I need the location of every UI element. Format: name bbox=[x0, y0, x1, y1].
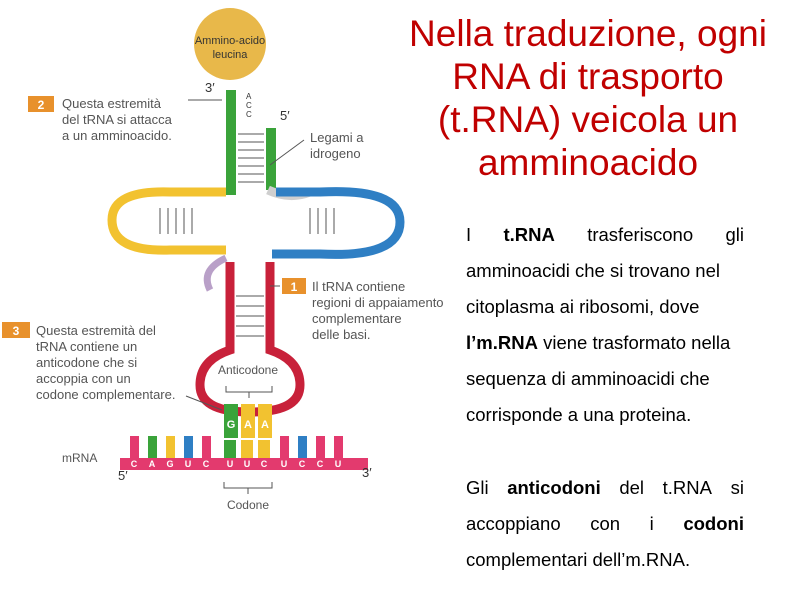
mrna-letter-3: G bbox=[166, 459, 174, 469]
p2-word-9: codoni bbox=[683, 513, 744, 534]
t-arm-stem bbox=[300, 205, 348, 237]
step3-line-5: codone complementare. bbox=[36, 387, 176, 402]
mrna-base-sticks bbox=[130, 436, 343, 458]
hbond-label-1: Legami a bbox=[310, 130, 364, 145]
mrna-letter-8: C bbox=[260, 459, 268, 469]
anticodon-letter-3: A bbox=[261, 419, 269, 431]
p2-word-6: accoppiano bbox=[466, 513, 561, 534]
p2-word-1: Gli bbox=[466, 477, 489, 498]
step3-line-1: Questa estremità del bbox=[36, 323, 156, 338]
hbond-lines-top bbox=[238, 134, 264, 182]
anticodone-bracket bbox=[226, 386, 272, 398]
p2-word-2: anticodoni bbox=[507, 477, 601, 498]
mrna-letter-5: C bbox=[202, 459, 210, 469]
acc-letter-c2: C bbox=[246, 110, 252, 119]
mrna-letter-4: U bbox=[184, 459, 192, 469]
step1-line-4: delle basi. bbox=[312, 327, 371, 342]
p1-line-3: citoplasma ai ribosomi, dove bbox=[466, 296, 700, 317]
step2-number: 2 bbox=[37, 98, 45, 112]
title-line-4: amminoacido bbox=[477, 142, 699, 183]
codone-label: Codone bbox=[226, 498, 270, 512]
mrna-letter-1: C bbox=[130, 459, 138, 469]
mrna-3prime: 3′ bbox=[362, 465, 372, 480]
acceptor-stem-3prime bbox=[226, 90, 236, 195]
mrna-5prime: 5′ bbox=[118, 468, 128, 483]
p2-line-2 bbox=[466, 513, 744, 535]
step2-line-2: del tRNA si attacca bbox=[62, 112, 172, 127]
step1-line-2: regioni di appaiamento bbox=[312, 295, 444, 310]
acc-letter-a: A bbox=[246, 92, 252, 101]
mrna-letter-12: U bbox=[334, 459, 342, 469]
mrna-letter-10: C bbox=[298, 459, 306, 469]
anticodone-label: Anticodone bbox=[217, 363, 279, 377]
p2-word-7: con bbox=[590, 513, 621, 534]
p1-line-4-rest: viene trasformato nella bbox=[537, 332, 731, 353]
mrna-letter-6: U bbox=[226, 459, 234, 469]
acceptor-stem-5prime bbox=[266, 128, 276, 190]
mrna-letter-7: U bbox=[243, 459, 251, 469]
p1-word-1: I bbox=[466, 224, 472, 245]
p2-line-3: complementari dell’m.RNA. bbox=[466, 549, 691, 570]
title-line-1: Nella traduzione, ogni bbox=[409, 13, 767, 54]
p1-word-4: gli bbox=[725, 224, 744, 245]
anticodon-letter-1: G bbox=[226, 419, 236, 431]
codone-bracket bbox=[224, 482, 272, 494]
title-line-3: (t.RNA) veicola un bbox=[437, 99, 739, 140]
acc-letter-c1: C bbox=[246, 101, 252, 110]
step3-line-4: accoppia con un bbox=[36, 371, 131, 386]
step1-line-1: Il tRNA contiene bbox=[312, 279, 406, 294]
step3-number: 3 bbox=[12, 324, 20, 338]
step1-number: 1 bbox=[290, 280, 298, 294]
step2-line-1: Questa estremità bbox=[62, 96, 161, 111]
mrna-letter-2: A bbox=[148, 459, 156, 469]
p1-word-2: t.RNA bbox=[503, 224, 555, 245]
variable-loop bbox=[207, 258, 226, 290]
title-line-2: RNA di trasporto bbox=[452, 56, 724, 97]
mrna-label: mRNA bbox=[62, 451, 98, 465]
hbond-label-2: idrogeno bbox=[310, 146, 361, 161]
step1-line-3: complementare bbox=[312, 311, 402, 326]
amino-acid-name: leucina bbox=[212, 49, 248, 61]
trna-3prime: 3′ bbox=[205, 80, 215, 95]
p2-word-8: i bbox=[649, 513, 654, 534]
p2-line-1 bbox=[466, 477, 744, 499]
p1-line-2: amminoacidi che si trovano nel bbox=[466, 260, 720, 281]
p1-line-6: corrisponde a una proteina. bbox=[466, 404, 692, 425]
step3-line-3: anticodone che si bbox=[36, 355, 138, 370]
mrna-letter-11: C bbox=[316, 459, 324, 469]
p1-word-3: trasferiscono bbox=[587, 224, 694, 245]
amino-acid-label: Ammino-acido bbox=[194, 35, 266, 47]
d-arm-stem bbox=[150, 205, 198, 237]
anticodon-letter-2: A bbox=[244, 419, 252, 431]
mrna-letter-9: U bbox=[280, 459, 288, 469]
p2-word-4: t.RNA bbox=[662, 477, 712, 498]
slide-title bbox=[388, 12, 788, 184]
p1-line-5: sequenza di amminoacidi che bbox=[466, 368, 710, 389]
step3-line-2: tRNA contiene un bbox=[36, 339, 138, 354]
hbond-lines-middle bbox=[236, 296, 264, 336]
p1-line-4 bbox=[466, 332, 730, 354]
trna-5prime: 5′ bbox=[280, 108, 290, 123]
p1-line-1 bbox=[466, 224, 744, 246]
p2-word-3: del bbox=[619, 477, 645, 498]
step2-line-3: a un amminoacido. bbox=[62, 128, 172, 143]
p2-word-5: si bbox=[730, 477, 744, 498]
p1-mrna-bold: l’m.RNA bbox=[466, 332, 538, 353]
